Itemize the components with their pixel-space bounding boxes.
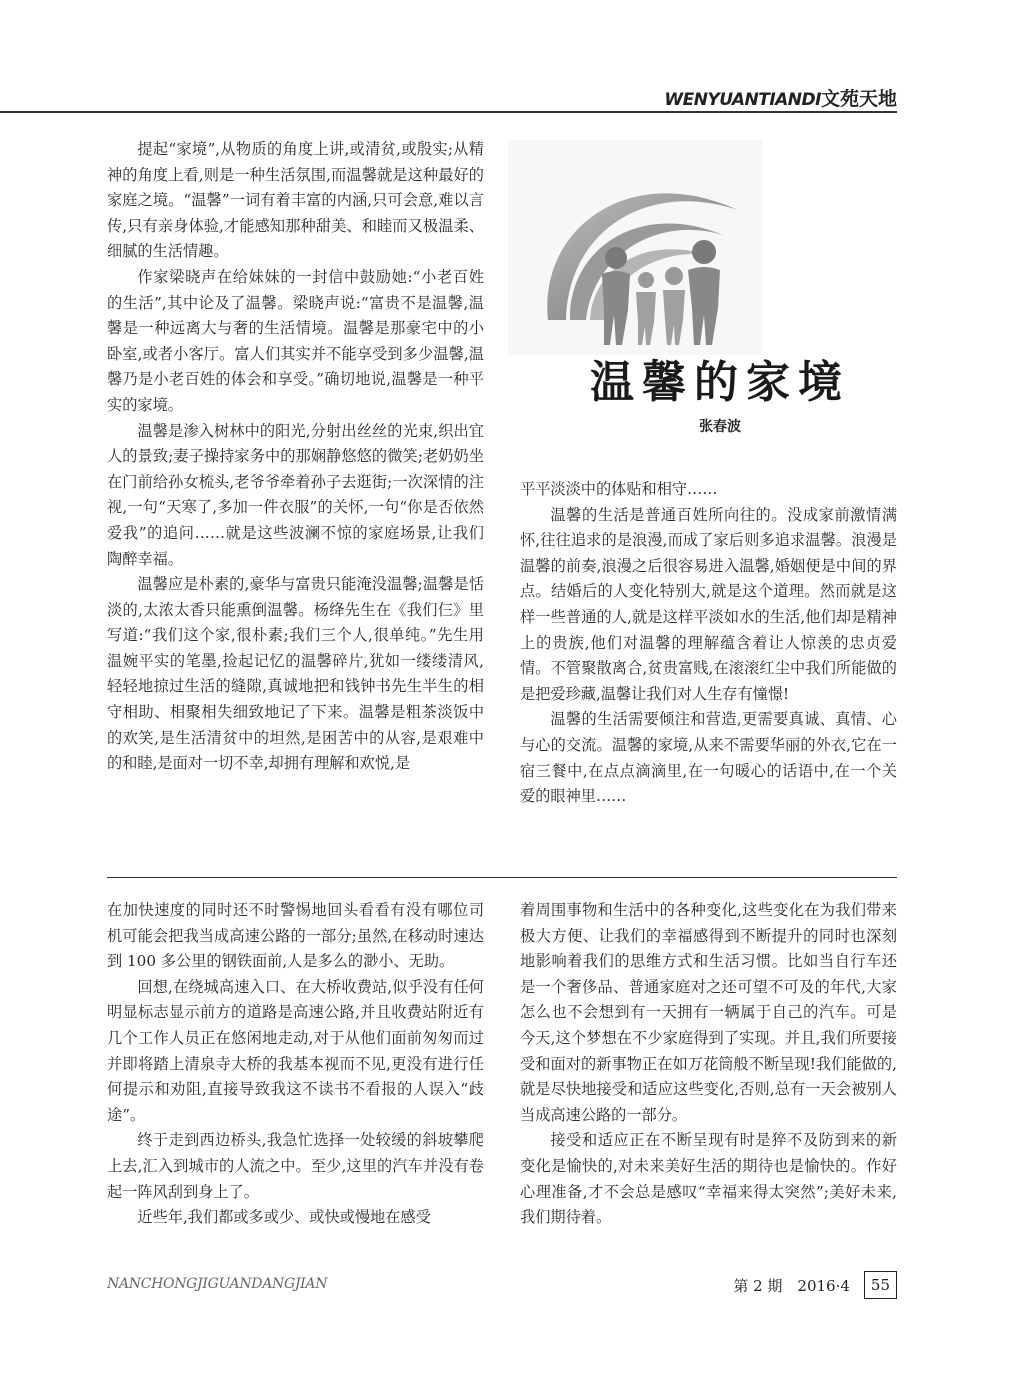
- article-left-column: [107, 137, 484, 777]
- article-paragraph: 温馨的生活需要倾注和营造,更需要真诚、真情、心与心的交流。温馨的家境,从来不需要华丽的外衣,它在一宿三餐中,在点点滴滴里,在一句暖心的话语中,在一个关爱的眼神里……: [520, 710, 897, 806]
- continued-paragraph: 回想,在绕城高速入口、在大桥收费站,似乎没有任何明显标志显示前方的道路是高速公路,并且收费站附近有几个工作人员正在悠闲地走动,对于从他们面前匆匆而过并即将踏上清泉寺大桥的我基本视而不见,更没有进行任何提示和劝阻,直接导致我这不读书不看报的人误入“歧途”。: [107, 977, 484, 1124]
- issue-label: 第 2 期 2016·4: [733, 1276, 850, 1295]
- article-paragraph: 温馨是渗入树林中的阳光,分射出丝丝的光束,织出宜人的景致;妻子操持家务中的那娴静悠悠的微笑;老奶奶坐在门前给孙女梳头,老爷爷牵着孙子去逛街;一次深情的注视,一句“天寒了,多加一件衣服”的关怀,一句“你是否依然爱我”的追问……就是这些波澜不惊的家庭场景,让我们陶醉幸福。: [107, 421, 484, 568]
- page-footer: [733, 1270, 897, 1300]
- continued-paragraph: 着周围事物和生活中的各种变化,这些变化在为我们带来极大方便、让我们的幸福感得到不断提升的同时也深刻地影响着我们的思维方式和生活习惯。比如当自行车还是一个奢侈品、普通家庭对之还可望不可及的年代,大家怎么也不会想到有一天拥有一辆属于自己的汽车。可是今天,这个梦想在不少家庭得到了实现。并且,我们所要接受和面对的新事物正在如万花筒般不断呈现!我们能做的,就是尽快地接受和适应这些变化,否则,总有一天会被别人当成高速公路的一部分。: [520, 901, 897, 1124]
- article-paragraph: 温馨的生活是普通百姓所向往的。没成家前激情满怀,往往追求的是浪漫,而成了家后则多追求温馨。浪漫是温馨的前奏,浪漫之后很容易进入温馨,婚姻便是中间的界点。结婚后的人变化特别大,就是这个道理。然而就是这样一些普通的人,就是这样平淡如水的生活,他们却是精神上的贵族,他们对温馨的理解蕴含着让人惊羡的忠贞爱情。不管聚散离合,贫贵富贱,在滚滚红尘中我们所能做的是把爱珍藏,温馨让我们对人生存有憧憬!: [520, 505, 897, 703]
- section-divider: [107, 877, 897, 878]
- article-paragraph: 温馨应是朴素的,豪华与富贵只能淹没温馨;温馨是恬淡的,太浓太香只能熏倒温馨。杨绛先生在《我们仨》里写道:“我们这个家,很朴素;我们三个人,很单纯。”先生用温婉平实的笔墨,捡起记忆的温馨碎片,犹如一缕缕清风,轻轻地掠过生活的缝隙,真诚地把和钱钟书先生半生的相守相助、相聚相失细致地记了下来。温馨是粗茶淡饭中的欢笑,是生活清贫中的坦然,是困苦中的从容,是艰难中的和睦,是面对一切不幸,却拥有理解和欢悦,是: [107, 575, 484, 773]
- continued-article-right-column: [520, 898, 897, 1231]
- page-header: [0, 84, 897, 113]
- article-paragraph: 提起“家境”,从物质的角度上讲,或清贫,或殷实;从精神的角度上看,则是一种生活氛围,而温馨就是这种最好的家庭之境。“温馨”一词有着丰富的内涵,只可会意,难以言传,只有亲身体验,才能感知那种甜美、和睦而又极温柔、细腻的生活情趣。: [107, 140, 484, 261]
- section-brand: [664, 84, 897, 111]
- article-title: 温馨的家境: [590, 357, 850, 408]
- section-brand-chinese: 文苑天地: [820, 88, 897, 110]
- page-number: 55: [864, 1271, 897, 1299]
- article-author: 张春波: [699, 419, 741, 435]
- continued-paragraph: 接受和适应正在不断呈现有时是猝不及防到来的新变化是愉快的,对未来美好生活的期待也是愉快的。作好心理准备,才不会总是感叹“幸福来得太突然”;美好未来,我们期待着。: [520, 1131, 897, 1227]
- continued-article-left-column: [107, 898, 484, 1231]
- article-paragraph: 平平淡淡中的体贴和相守……: [520, 480, 718, 498]
- section-brand-latin: WENYUANTIANDI: [664, 90, 821, 110]
- article-right-column: [520, 477, 897, 810]
- continued-paragraph: 在加快速度的同时还不时警惕地回头看看有没有哪位司机可能会把我当成高速公路的一部分;虽然,在移动时速达到 100 多公里的钢铁面前,人是多么的渺小、无助。: [107, 901, 484, 971]
- article-paragraph: 作家梁晓声在给妹妹的一封信中鼓励她:“小老百姓的生活”,其中论及了温馨。梁晓声说:“富贵不是温馨,温馨是一种远离大与奢的生活情境。温馨是那豪宅中的小卧室,或者小客厅。富人们其实并不能享受到多少温馨,温馨乃是小老百姓的体会和享受。”确切地说,温馨是一种平实的家境。: [107, 267, 484, 414]
- continued-paragraph: 终于走到西边桥头,我急忙选择一处较缓的斜坡攀爬上去,汇入到城市的人流之中。至少,这里的汽车并没有卷起一阵风刮到身上了。: [107, 1131, 484, 1201]
- magazine-name: NANCHONGJIGUANDANGJIAN: [107, 1276, 328, 1292]
- family-illustration: [508, 140, 762, 355]
- continued-paragraph: 近些年,我们都或多或少、或快或慢地在感受: [137, 1208, 431, 1227]
